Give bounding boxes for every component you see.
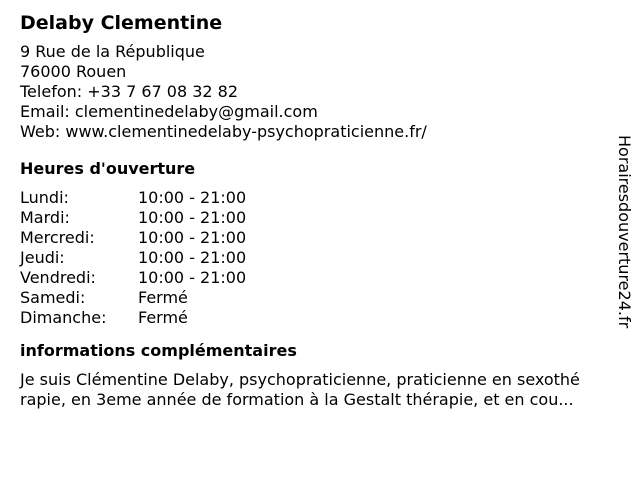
hours-value: 10:00 - 21:00 [138,248,247,267]
additional-info-line: rapie, en 3eme année de formation à la Gestalt thérapie, et en cou... [20,390,574,409]
hours-row-tuesday [20,208,620,228]
site-watermark: Horairesdouverture24.fr [615,135,634,329]
day-label: Mardi: [20,208,70,227]
hours-row-monday [20,188,620,208]
opening-hours-table [20,188,620,328]
day-label: Samedi: [20,288,86,307]
additional-info-line: Je suis Clémentine Delaby, psychopraticienne, praticienne en sexothé [20,370,580,389]
hours-value: 10:00 - 21:00 [138,268,247,287]
address-city: 76000 Rouen [20,62,127,81]
opening-hours-title: Heures d'ouverture [20,159,196,178]
hours-value: Fermé [138,288,188,307]
hours-row-friday [20,268,620,288]
phone-number: Telefon: +33 7 67 08 32 82 [20,82,239,101]
hours-value: 10:00 - 21:00 [138,188,247,207]
day-label: Dimanche: [20,308,107,327]
hours-value: Fermé [138,308,188,327]
hours-value: 10:00 - 21:00 [138,228,247,247]
hours-row-saturday [20,288,620,308]
additional-info-text [20,370,625,410]
day-label: Jeudi: [20,248,65,267]
website-url: Web: www.clementinedelaby-psychopraticienne.fr/ [20,122,427,141]
email-address: Email: clementinedelaby@gmail.com [20,102,318,121]
day-label: Lundi: [20,188,69,207]
additional-info-title: informations complémentaires [20,341,297,360]
business-name: Delaby Clementine [20,12,223,34]
address-street: 9 Rue de la République [20,42,205,61]
hours-row-wednesday [20,228,620,248]
day-label: Vendredi: [20,268,96,287]
hours-row-thursday [20,248,620,268]
hours-value: 10:00 - 21:00 [138,208,247,227]
hours-row-sunday [20,308,620,328]
day-label: Mercredi: [20,228,95,247]
business-card [20,10,620,410]
